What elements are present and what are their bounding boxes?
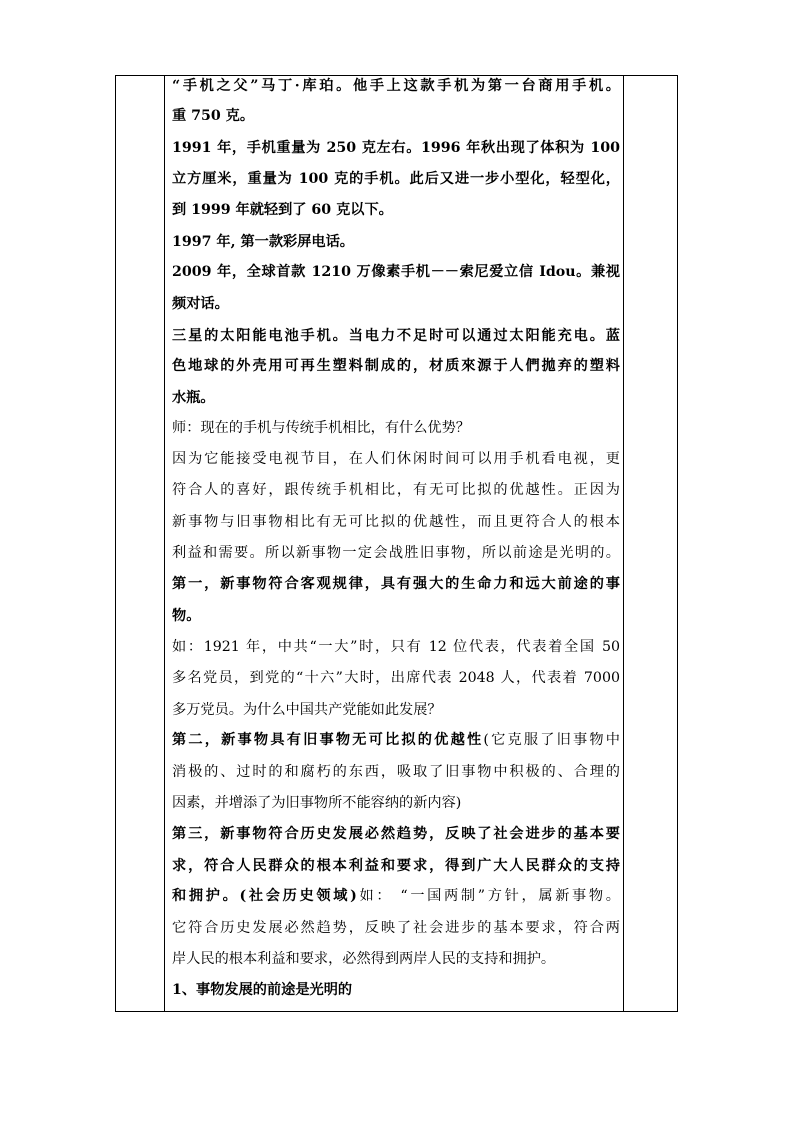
text: 它符合历史发展必然趋势，反映了社会进步的基本要求，符合两: [172, 920, 620, 936]
text-line: [172, 543, 620, 563]
text-line: [172, 388, 215, 408]
text-line: [172, 326, 620, 346]
bold-text: 第二，新事物具有旧事物无可比拟的优越性: [172, 732, 484, 748]
text-line: [172, 637, 620, 657]
bold-text: “手机之父”马丁·库珀。他手上这款手机为第一台商用手机。: [172, 78, 620, 94]
text: 师：现在的手机与传统手机相比，有什么优势？: [172, 420, 470, 436]
column-divider-right: [623, 76, 624, 1011]
text-line: [172, 886, 620, 906]
text-line: [172, 949, 555, 969]
text-line: [172, 574, 620, 594]
text: 新事物与旧事物相比有无可比拟的优越性，而且更符合人的根本: [172, 514, 620, 530]
text: 消极的、过时的和腐朽的东西，吸取了旧事物中积极的、合理的: [172, 764, 620, 780]
bold-text: 1、事物发展的前途是光明的: [172, 982, 353, 998]
text-line: [172, 918, 620, 938]
text: 多名党员，到党的“十六”大时，出席代表 2048 人，代表着 7000: [172, 670, 620, 686]
text: 利益和需要。所以新事物一定会战胜旧事物，所以前途是光明的。: [172, 545, 620, 561]
text-line: [172, 824, 620, 844]
text-line: [172, 480, 620, 500]
bold-text: 1991 年，手机重量为 250 克左右。1996 年秋出现了体积为 100: [172, 140, 620, 156]
bold-text: 1997 年, 第一款彩屏电话。: [172, 234, 354, 250]
bold-text: 和拥护。(社会历史领域): [172, 888, 357, 904]
bold-text: 物。: [172, 608, 201, 624]
bold-text: 色地球的外壳用可再生塑料制成的，材质來源于人們拋弃的塑料: [172, 358, 620, 374]
text-line: [172, 606, 200, 626]
text-line: [172, 138, 620, 158]
bold-text: 第一，新事物符合客观规律，具有强大的生命力和远大前途的事: [172, 576, 620, 592]
text-line: [172, 356, 620, 376]
text-line: [172, 700, 442, 720]
text-line: [172, 76, 620, 96]
bold-text: 水瓶。: [172, 390, 215, 406]
text-line: [172, 294, 229, 314]
text-line: [172, 418, 470, 438]
bold-text: 三星的太阳能电池手机。当电力不足时可以通过太阳能充电。蓝: [172, 328, 620, 344]
text-line: [172, 730, 620, 750]
text-line: [172, 980, 352, 1000]
text-line: [172, 762, 620, 782]
text-line: [172, 106, 254, 126]
bold-text: 重 750 克。: [172, 108, 255, 124]
text-line: [172, 200, 393, 220]
text-line: [172, 262, 620, 282]
bold-text: 求，符合人民群众的根本利益和要求，得到广大人民群众的支持: [172, 858, 620, 874]
text-line: [172, 512, 620, 532]
text: 岸人民的根本利益和要求，必然得到两岸人民的支持和拥护。: [172, 951, 556, 967]
text-line: [172, 793, 461, 813]
column-divider-left: [164, 76, 165, 1011]
text-line: [172, 856, 620, 876]
text-line: [172, 449, 620, 469]
bold-text: 频对话。: [172, 296, 229, 312]
bold-text: 第三，新事物符合历史发展必然趋势，反映了社会进步的基本要: [172, 826, 620, 842]
text: (它克服了旧事物中: [483, 732, 620, 748]
text-line: [172, 232, 354, 252]
text-line: [172, 169, 620, 189]
text: 如： “一国两制”方针，属新事物。: [356, 888, 620, 904]
bold-text: 立方厘米，重量为 100 克的手机。此后又进一步小型化，轻型化，: [172, 171, 620, 187]
text: 如：1921 年，中共“一大”时，只有 12 位代表，代表着全国 50: [172, 639, 620, 655]
bold-text: 到 1999 年就轻到了 60 克以下。: [172, 202, 393, 218]
text-line: [172, 668, 620, 688]
text: 因为它能接受电视节目，在人们休闲时间可以用手机看电视，更: [172, 451, 620, 467]
text: 多万党员。为什么中国共产党能如此发展？: [172, 702, 442, 718]
bold-text: 2009 年，全球首款 1210 万像素手机－－索尼爱立信 Idou。兼视: [172, 264, 620, 280]
text: 因素，并增添了为旧事物所不能容纳的新内容): [172, 795, 462, 811]
text: 符合人的喜好，跟传统手机相比，有无可比拟的优越性。正因为: [172, 482, 620, 498]
